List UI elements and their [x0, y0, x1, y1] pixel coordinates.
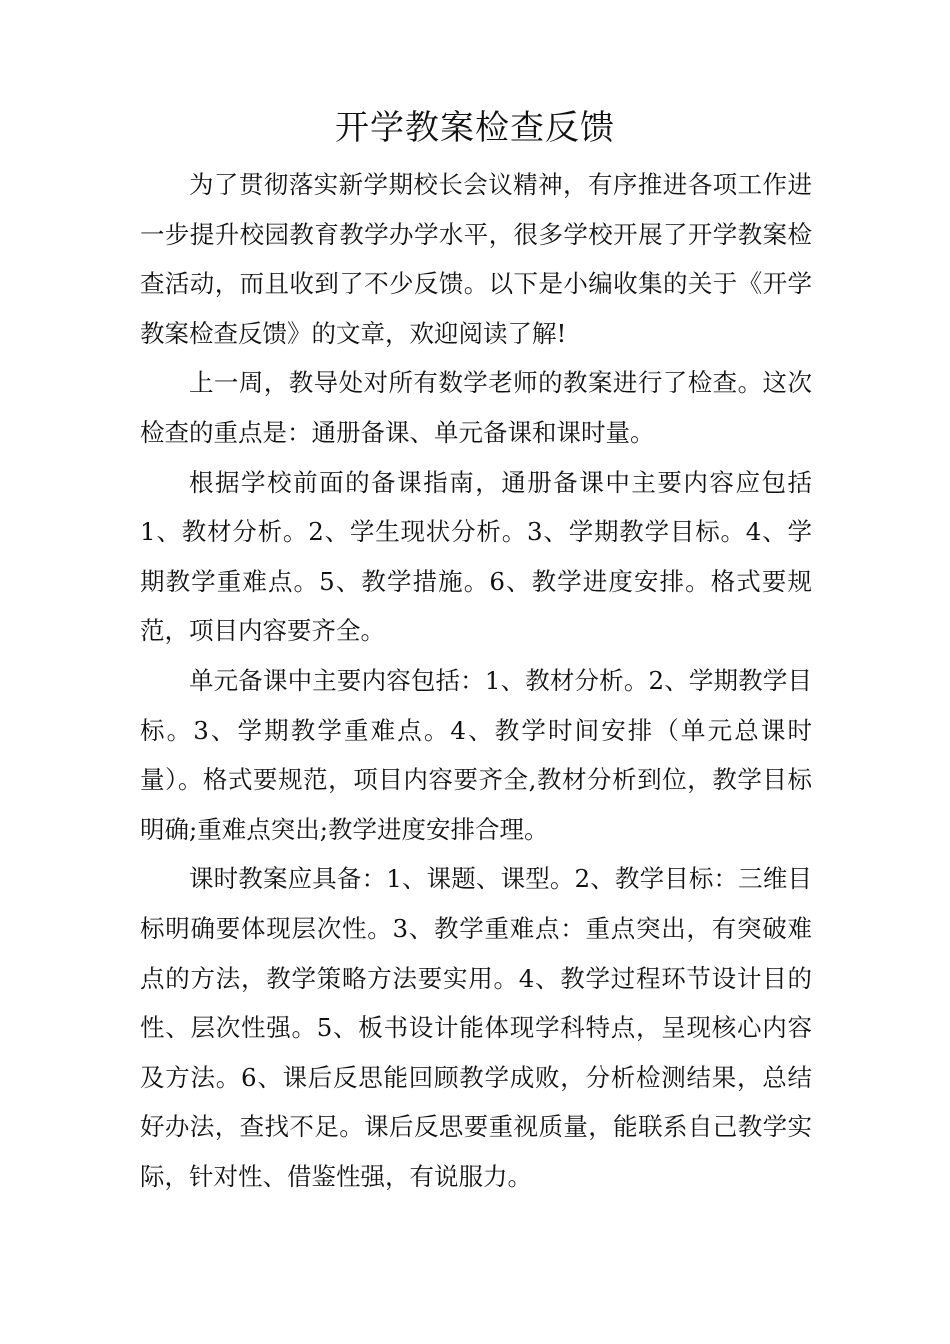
paragraph-inspection-focus: 上一周，教导处对所有数学老师的教案进行了检查。这次检查的重点是：通册备课、单元备课和课时量。	[140, 368, 812, 447]
document-title: 开学教案检查反馈	[335, 108, 615, 148]
paragraph-lesson-plan: 课时教案应具备：1、课题、课型。2、教学目标：三维目标明确要体现层次性。3、教学重难点：重点突出，有突破难点的方法，教学策略方法要实用。4、教学过程环节设计目的性、层次性强。5、板书设计能体现学科特点，呈现核心内容及方法。6、课后反思能回顾教学成败，分析检测结果，总结好办法，查找不足。课后反思要重视质量，能联系自己教学实际，针对性、借鉴性强，有说服力。	[140, 864, 812, 1191]
paragraph-term-preparation: 根据学校前面的备课指南，通册备课中主要内容应包括1、教材分析。2、学生现状分析。3、学期教学目标。4、学期教学重难点。5、教学措施。6、教学进度安排。格式要规范，项目内容要齐全。	[140, 467, 812, 646]
paragraph-unit-preparation: 单元备课中主要内容包括：1、教材分析。2、学期教学目标。3、学期教学重难点。4、教学时间安排（单元总课时量）。格式要规范，项目内容要齐全,教材分析到位，教学目标明确;重难点突出;教学进度安排合理。	[140, 665, 812, 844]
document-body	[140, 160, 812, 1201]
paragraph-intro: 为了贯彻落实新学期校长会议精神，有序推进各项工作进一步提升校园教育教学办学水平，很多学校开展了开学教案检查活动，而且收到了不少反馈。以下是小编收集的关于《开学教案检查反馈》的文章，欢迎阅读了解!	[140, 170, 812, 348]
